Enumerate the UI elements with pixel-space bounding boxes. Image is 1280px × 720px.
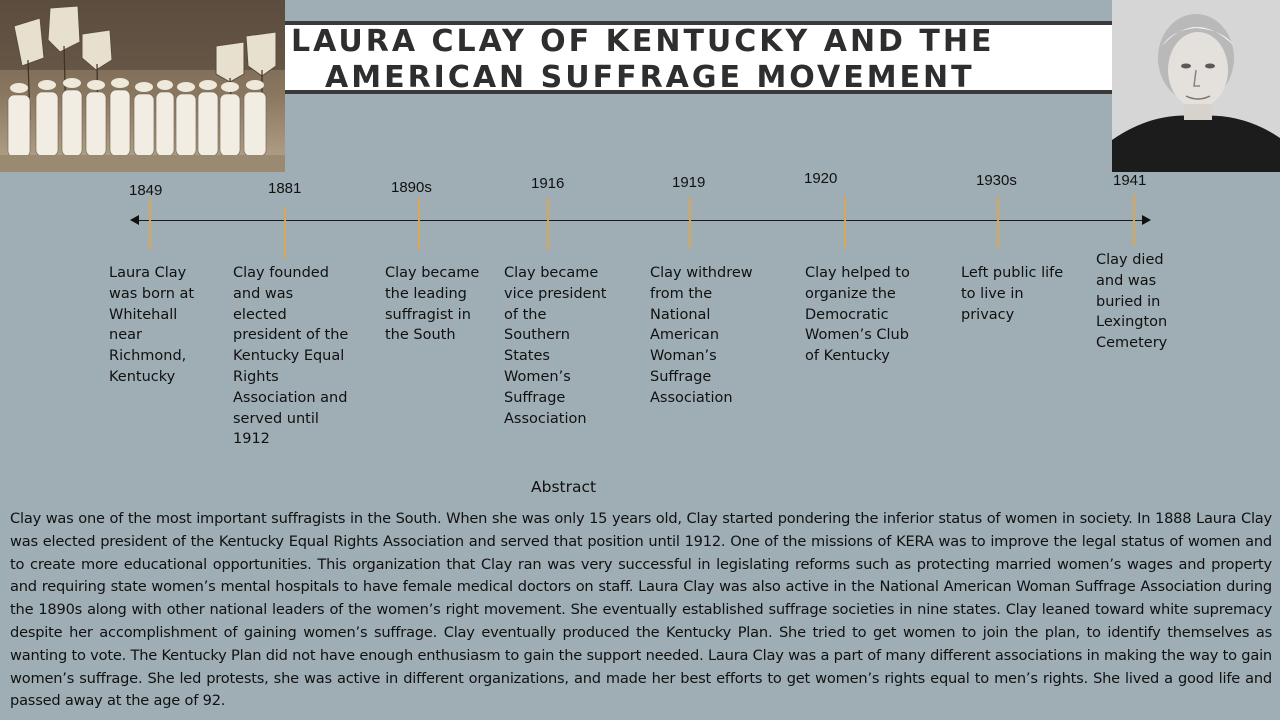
abstract-heading: Abstract bbox=[531, 478, 597, 496]
timeline-event: Clay withdrew from the National American Woman’s Suffrage Association bbox=[650, 265, 753, 406]
timeline-year: 1920 bbox=[804, 170, 838, 187]
timeline-tick bbox=[997, 196, 999, 248]
timeline-tick bbox=[689, 197, 691, 249]
timeline-event: Left public life to live in privacy bbox=[961, 265, 1064, 323]
timeline-tick bbox=[149, 198, 151, 250]
timeline-year: 1881 bbox=[268, 180, 302, 197]
timeline-year: 1890s bbox=[391, 179, 432, 196]
timeline-tick bbox=[418, 198, 420, 250]
laura-clay-portrait bbox=[1112, 0, 1280, 172]
abstract-body: Clay was one of the most important suffragists in the South. When she was only 15 years old, Clay started pondering the inferior status of women in society. In 1888 Laura Clay was elected president of the Kentucky Equal Rights Association and served that position until 1912. One of the missions of KERA was to improve the legal status of women and to create more educational opportunities. This organization that Clay ran was very successful in legislating reforms such as protecting married women’s wages and property and requiring state women’s mental hospitals to have female medical doctors on staff. Laura Clay was also active in the National American Woman Suffrage Association during the 1890s along with other national leaders of the women’s right movement. She eventually established suffrage societies in nine states. Clay leaned toward white supremacy despite her accomplishment of gaining women’s suffrage. Clay eventually produced the Kentucky Plan. She tried to get women to join the plan, to identify themselves as wanting to vote. The Kentucky Plan did not have enough enthusiasm to gain the support needed. Laura Clay was a part of many different associations in making the way to gain women’s suffrage. She led protests, she was active in different organizations, and made her best efforts to get women’s rights equal to men’s rights. She lived a good life and passed away at the age of 92. bbox=[10, 510, 1272, 710]
timeline-year: 1941 bbox=[1113, 172, 1147, 189]
arrow-left-icon bbox=[130, 215, 139, 225]
timeline-tick bbox=[1133, 194, 1135, 246]
timeline-tick bbox=[844, 196, 846, 248]
timeline-year: 1930s bbox=[976, 172, 1017, 189]
timeline-event: Clay became vice president of the Southern States Women’s Suffrage Association bbox=[504, 265, 607, 427]
timeline-event: Clay died and was buried in Lexington Cemetery bbox=[1096, 252, 1168, 352]
timeline-tick bbox=[284, 207, 286, 259]
timeline-year: 1916 bbox=[531, 175, 565, 192]
timeline-year: 1849 bbox=[129, 182, 163, 199]
title-banner bbox=[285, 21, 1112, 94]
timeline-event: Clay founded and was elected president of the Kentucky Equal Rights Association and served until 1912 bbox=[233, 265, 349, 448]
page-title-line-1: LAURA CLAY OF KENTUCKY AND THE bbox=[291, 24, 995, 59]
timeline-event: Clay helped to organize the Democratic Women’s Club of Kentucky bbox=[805, 265, 910, 365]
page-title-line-2: AMERICAN SUFFRAGE MOVEMENT bbox=[325, 60, 975, 95]
suffragists-group-photo bbox=[0, 0, 285, 172]
timeline-tick bbox=[547, 198, 549, 250]
timeline-event: Laura Clay was born at Whitehall near Richmond, Kentucky bbox=[109, 265, 195, 385]
arrow-right-icon bbox=[1142, 215, 1151, 225]
timeline-axis bbox=[138, 220, 1144, 221]
timeline-year: 1919 bbox=[672, 174, 706, 191]
timeline-event: Clay became the leading suffragist in the South bbox=[385, 265, 480, 344]
